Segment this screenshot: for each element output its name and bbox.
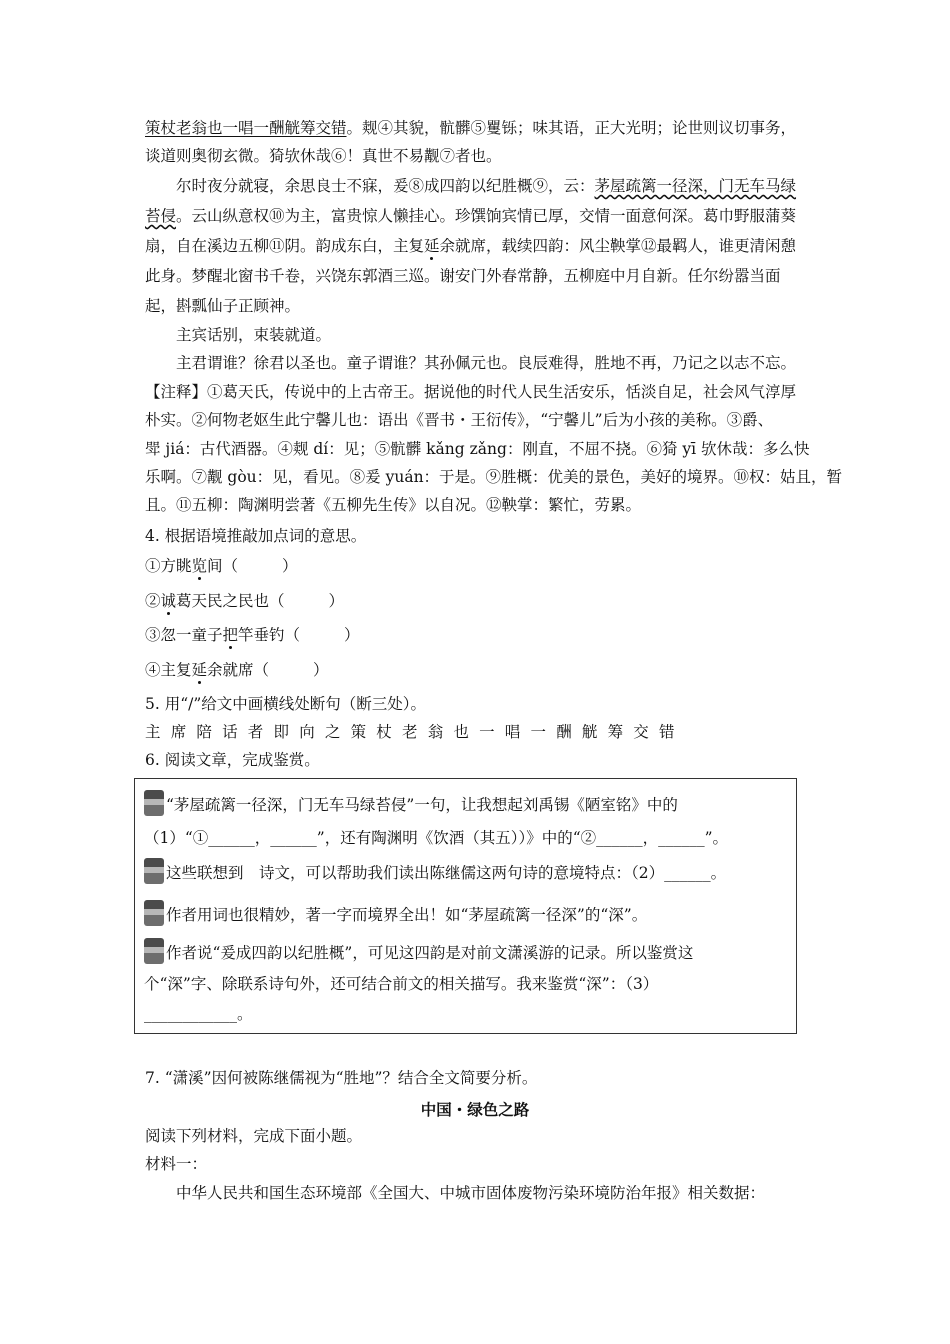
box-row: “茅屋疏篱一径深，门无车马绿苔侵”一句，让我想起刘禹锡《陋室铭》中的 bbox=[144, 790, 678, 816]
notes-line: 朴实。②何物老妪生此宁馨儿也：语出《晋书・王衍传》，“宁馨儿”后为小孩的美称。③爵、 bbox=[145, 411, 774, 429]
underlined-sentence: 策杖老翁也一唱一酬觥筹交错 bbox=[145, 119, 347, 137]
q4-item: ③忽一童子把竿垂钓（ ） bbox=[145, 626, 360, 644]
box-row: （1）“①______，______”，还有陶渊明《饮酒（其五））》中的“②______，______”。 bbox=[144, 829, 729, 847]
dotted-word: 览 bbox=[191, 557, 208, 575]
section-intro: 阅读下列材料，完成下面小题。 bbox=[145, 1127, 363, 1145]
passage-line: 主宾话别，束装就道。 bbox=[176, 326, 332, 344]
wavy-underlined-verse: 苔侵 bbox=[145, 207, 177, 225]
passage-line: 此身。梦醒北窗书千卷，兴饶东郭酒三巡。谢安门外春常静，五柳庭中月自新。任尔纷嚣当面 bbox=[145, 267, 781, 285]
dotted-word: 延 bbox=[424, 237, 440, 255]
q4-item: ②诚葛天民之民也（ ） bbox=[145, 592, 345, 610]
passage-line: 谈道则奥彻玄微。猗欤休哉⑥！真世不易觏⑦者也。 bbox=[145, 147, 502, 165]
notes-line: 乐啊。⑦觏 gòu：见，看见。⑧爰 yuán：于是。⑨胜概：优美的景色，美好的境界。⑩权：姑且，暂 bbox=[145, 468, 843, 486]
passage-line: 尔时夜分就寝，余思良士不寐，爰⑧成四韵以纪胜概⑨，云：茅屋疏篱一径深，门无车马绿 bbox=[176, 177, 797, 195]
box-row: ____________。 bbox=[144, 1005, 253, 1023]
notes-line: 【注释】①葛天氏，传说中的上古帝王。据说他的时代人民生活安乐，恬淡自足，社会风气淳厚 bbox=[145, 383, 797, 401]
q4-item: ④主复延余就席（ ） bbox=[145, 661, 329, 679]
box-row: 作者说“爰成四韵以纪胜概”，可见这四韵是对前文潇溪游的记录。所以鉴赏这 bbox=[144, 938, 693, 964]
section-title: 中国・绿色之路 bbox=[420, 1101, 530, 1119]
material-label: 材料一： bbox=[145, 1155, 208, 1173]
notes-line: 且。⑪五柳：陶渊明尝著《五柳先生传》以自况。⑫鞅掌：繁忙，劳累。 bbox=[145, 496, 642, 514]
box-row: 作者用词也很精妙，著一字而境界全出！如“茅屋疏篱一径深”的“深”。 bbox=[144, 900, 647, 926]
box-row: 个“深”字、除联系诗句外，还可结合前文的相关描写。我来鉴赏“深”：（3） bbox=[144, 975, 659, 993]
question-7-title: 7. “潇溪”因何被陈继儒视为“胜地”？结合全文简要分析。 bbox=[145, 1069, 538, 1087]
notes-line: 斝 jiá：古代酒器。④觌 dí：见；⑤骯髒 kǎng zǎng：刚直，不屈不挠。⑥猗 yī 欤休哉：多么快 bbox=[145, 440, 810, 458]
question-6-title: 6. 阅读文章，完成鉴赏。 bbox=[145, 751, 320, 769]
passage-line: 起，斟瓢仙子正顾神。 bbox=[145, 297, 301, 315]
box-row: 这些联想到 诗文，可以帮助我们读出陈继儒这两句诗的意境特点：（2）______。 bbox=[144, 858, 726, 884]
q4-item: ①方眺览间（ ） bbox=[145, 557, 298, 575]
passage-line: 策杖老翁也一唱一酬觥筹交错。觌④其貌，骯髒⑤矍铄；味其语，正大光明；论世则议切事务， bbox=[145, 119, 797, 137]
passage-line: 扇，自在溪边五柳⑪阴。韵成东白，主复延余就席，载续四韵：风尘鞅掌⑫最羁人，谁更清闲憩 bbox=[145, 237, 797, 255]
question-5-title: 5. 用“/”给文中画横线处断句（断三处）。 bbox=[145, 695, 427, 713]
material-text: 中华人民共和国生态环境部《全国大、中城市固体废物污染环境防治年报》相关数据： bbox=[176, 1184, 766, 1202]
passage-line: 苔侵。云山纵意权⑩为主，富贵惊人懒挂心。珍馔饷宾情已厚，交情一面意何深。葛巾野服蒲葵 bbox=[145, 207, 797, 225]
student-avatar-icon bbox=[144, 900, 164, 926]
dotted-word: 把 bbox=[222, 626, 239, 644]
question-4-title: 4. 根据语境推敲加点词的意思。 bbox=[145, 527, 367, 545]
student-avatar-icon bbox=[144, 938, 164, 964]
passage-line: 主君谓谁？徐君以圣也。童子谓谁？其孙佩元也。良辰难得，胜地不再，乃记之以志不忘。 bbox=[176, 354, 797, 372]
q5-sentence: 主席陪话者即向之策杖老翁也一唱一酬觥筹交错 bbox=[145, 723, 685, 741]
dotted-word: 诚 bbox=[160, 592, 177, 610]
student-avatar-icon bbox=[144, 790, 164, 816]
wavy-underlined-verse: 茅屋疏篱一径深，门无车马绿 bbox=[594, 177, 797, 195]
dotted-word: 延 bbox=[191, 661, 208, 679]
student-avatar-icon bbox=[144, 858, 164, 884]
